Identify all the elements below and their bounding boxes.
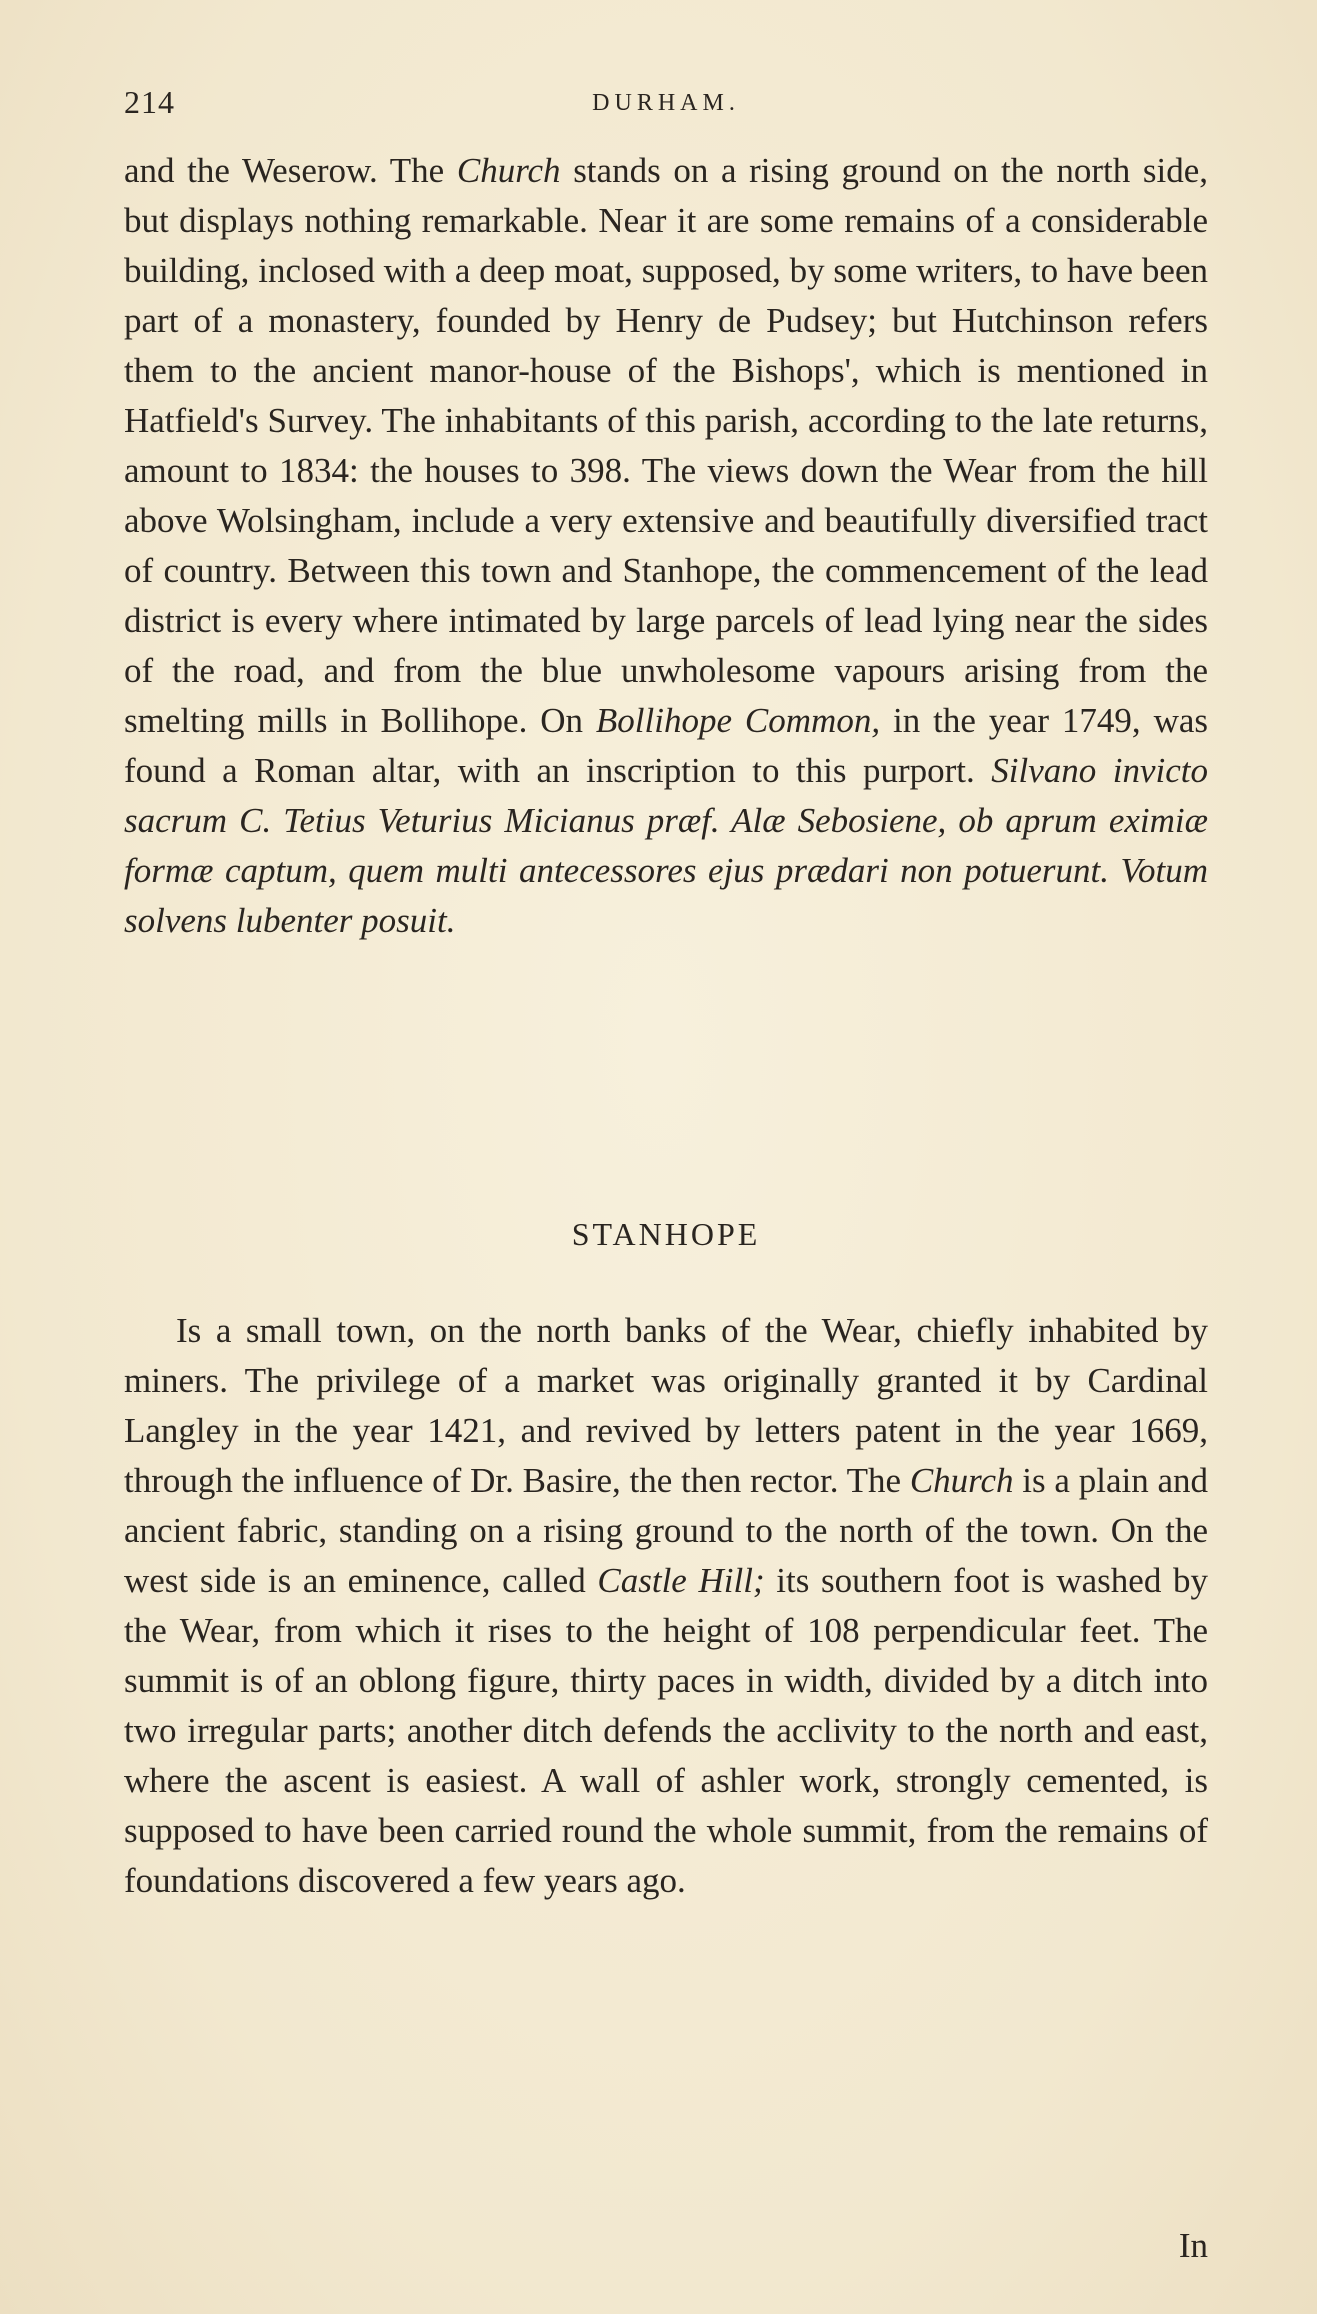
italic-church: Church bbox=[909, 1461, 1014, 1500]
section-heading-stanhope: STANHOPE bbox=[571, 1216, 761, 1252]
italic-church: Church bbox=[456, 151, 561, 190]
text-span: Is a small town, on the north banks of the Wear, chiefly inhabited by miners. The privilege of a market was originally granted it by Cardinal Langley in the year 1421, and revived by letters patent in the year 1669, through the influence of Dr. Basire, the then rector. The bbox=[124, 1311, 1208, 1500]
italic-castle-hill: Castle Hill; bbox=[597, 1561, 765, 1600]
page-number: 214 bbox=[124, 84, 175, 120]
text-span: stands on a rising ground on the north side, but displays nothing remarkable. Near it are some remains of a considerable building, inclosed with a deep moat, supposed, by some writers, to have been part of a monastery, founded by Henry de Pudsey; but Hutchinson refers them to the ancient manor-house of the Bishops', which is mentioned in Hatfield's Survey. The inhabitants of this parish, according to the late returns, amount to 1834: the houses to 398. The views down the Wear from the hill above Wolsingham, include a very extensive and beautifully diversified tract of country. Between this town and Stanhope, the commencement of the lead district is every where intimated by large parcels of lead lying near the sides of the road, and from the blue unwholesome vapours arising from the smelting mills in Bollihope. On bbox=[124, 151, 1208, 740]
text-span: and the Weserow. The bbox=[124, 151, 457, 190]
text-span: its southern foot is washed by the Wear, from which it rises to the height of 108 perpendicular feet. The summit is of an oblong figure, thirty paces in width, divided by a ditch into two irregular parts; another ditch defends the acclivity to the north and east, where the ascent is easiest. A wall of ashler work, strongly cemented, is supposed to have been carried round the whole summit, from the remains of foundations discovered a few years ago. bbox=[124, 1561, 1208, 1900]
catchword: In bbox=[1178, 2226, 1208, 2265]
text-span: in the year 1749, was found a Roman altar, with an inscription to this purport. bbox=[124, 701, 1209, 790]
latin-inscription: Silvano invicto sacrum C. Tetius Veturius Micianus præf. Alæ Sebosiene, ob aprum eximiæ formæ captum, quem multi antecessores ejus prædari non potuerunt. Votum solvens lubenter posuit. bbox=[124, 751, 1208, 940]
paragraph-stanhope bbox=[124, 1306, 1208, 1906]
paragraph-wolsingham bbox=[124, 146, 1208, 946]
italic-bollihope-common: Bollihope Common, bbox=[595, 701, 881, 740]
running-title: DURHAM. bbox=[592, 90, 740, 116]
text-span: is a plain and ancient fabric, standing on a rising ground to the north of the town. On the west side is an eminence, called bbox=[124, 1461, 1208, 1600]
running-head bbox=[124, 84, 1208, 124]
